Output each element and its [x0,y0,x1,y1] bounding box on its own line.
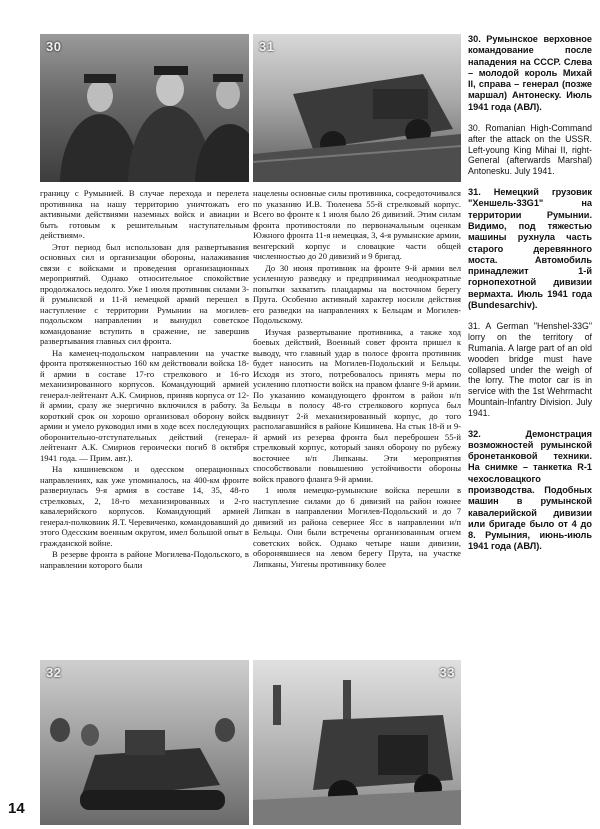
photo-30-image [40,34,249,182]
paragraph: нацелены основные силы противника, сосредоточивался по указанию И.В. Тюленева 55-й стрелковый корпус. Всего во фронте к 1 июля было 26 дивизий. Этим силам фронта противостояли по первоначальным оценкам Южного фронта 11-я немецкая, 3, 4-я румынские армии, венгерский корпус и словацкие части общей численностью до 20 дивизий и 9 бригад. [253,188,461,261]
photo-31-image [253,34,461,182]
photo-number-33: 33 [439,665,455,680]
photo-32-tankette [40,660,249,825]
photo-30-romanian-command [40,34,249,182]
caption-30-russian: 30. Румынское верховное командование после нападения на СССР. Слева – молодой король Михай II, справа – генерал (позже маршал) Антонеску. Июль 1941 года (АВЛ). [468,34,592,112]
caption-30-english: 30. Romanian High-Command after the attack on the USSR. Left-young King Mihai II, right- General (afterwards Marshal) Antonesku. July 1941. [468,123,592,177]
body-column-left [40,188,249,571]
photo-31-truck-bridge [253,34,461,182]
photo-33-image [253,660,461,825]
paragraph: В резерве фронта в районе Могилева-Подольского, в направлении которого были [40,549,249,570]
paragraph: На каменец-подольском направлении на участке фронта протяженностью 160 км действовали войска 18-й армии в составе 17-го стрелкового и 16-го механизированного корпусов. Командующий армией генерал-лейтенант А.К. Смирнов, приняв корпуса от 12-й армии, сразу же энергично включился в работу. За короткий срок он хорошо организовал оборону войск армии и умело руководил ими в ходе всех последующих оборонительно-отступательных действий (генерал-лейтенант А.К. Смирнов героически погиб 8 октября 1941 года. — Прим. авт.). [40,347,249,463]
paragraph: На кишиневском и одесском операционных направлениях, как уже упоминалось, на 400-км фронте развернулась 9-я армия в составе 14, 35, 48-го стрелковых, 2, 18-го механизированных и 2-го кавалерийского корпусов. Командующий армией генерал-полковник Я.Т. Черевиченко, командовавший до этого Одесским военным округом, имел большой опыт в гражданской войне. [40,464,249,548]
photo-number-31: 31 [259,39,275,54]
paragraph: границу с Румынией. В случае перехода и перелета противника на нашу территорию уничтожать его активными действиями наземных войск и авиации и быть готовым к решительным наступательным действиям». [40,188,249,240]
caption-column [468,34,592,563]
photo-number-30: 30 [46,39,62,54]
caption-31-english: 31. A German "Henshel-33G" lorry on the territory of Rumania. A large part of an old wooden bridge must have collapsed under the weigh of the lorry. The motor car is in service with the 1st Wehrmacht Mountain-Infantry Division. July 1941. [468,321,592,418]
paragraph: До 30 июня противник на фронте 9-й армии вел усиленную разведку и предпринимал неоднократные попытки захватить плацдармы на восточном берегу Прута. Особенно активный характер носили действия его разведки на направлениях к Бельцам и Могилев-Подольскому. [253,262,461,325]
body-column-middle [253,188,461,570]
paragraph: Этот период был использован для развертывания основных сил и организации обороны, налаживания связи с войсками и проведения организационных мероприятий. Однако относительное спокойствие продолжалось недолго. Уже 1 июля противник силами 3-й румынской и 11-й немецкой армий перешел в наступление с территории Румынии на могилев-подольском направлении и вынудил советское командование вступить в сражение, не завершив развертывания главных сил фронта. [40,241,249,346]
page-number: 14 [8,800,25,817]
photo-33-lorry [253,660,461,825]
photo-number-32: 32 [46,665,62,680]
caption-31-russian: 31. Немецкий грузовик "Хеншель-33G1" на территории Румынии. Видимо, под тяжестью машины рухнула часть старого деревянного моста. Автомобиль принадлежит 1-й горнопехотной дивизии вермахта. Июль 1941 года (Bundesarchiv). [468,187,592,311]
caption-32-russian: 32. Демонстрация возможностей румынской бронетанковой техники. На снимке – танкетка R-1 чехословацкого производства. Подобных машин в румынской кавалерийской дивизии или бригаде было от 4 до 8. Румыния, июнь-июль 1941 года (АВЛ). [468,428,592,552]
paragraph: Изучая развертывание противника, а также ход боевых действий, Военный совет фронта пришел к выводу, что главный удар в полосе фронта противник будет наносить на Могилев-Подольский и Бельцы. Исходя из этого, потребовалось принять меры по усилению плотности войск на правом фланге 9-й армии. По указанию командующего фронтом в район н/п Бельцы в полосу 48-го стрелкового корпуса был выдвинут 2-й механизированный корпус, до того располагавшийся в районе Кишинева. На стык 18-й и 9-й армий из резерва фронта был переброшен 55-й стрелковый корпус, который занял оборону по рубежу восточнее н/п Липканы. Эти мероприятия способствовали повышению устойчивости обороны войск правого фланга 9-й армии. [253,326,461,484]
photo-32-image [40,660,249,825]
paragraph: 1 июля немецко-румынские войска перешли в наступление силами до 6 дивизий на район южнее Липкан в направлении Могилев-Подольский и до 7 дивизий из района севернее Ясс в направлении н/п Бельцы. Они были встречены организованным огнем советских войск. Однако четыре наши дивизии, оборонявшиеся на левом берегу Прута, на участке Липканы, Унгены противнику более [253,485,461,569]
